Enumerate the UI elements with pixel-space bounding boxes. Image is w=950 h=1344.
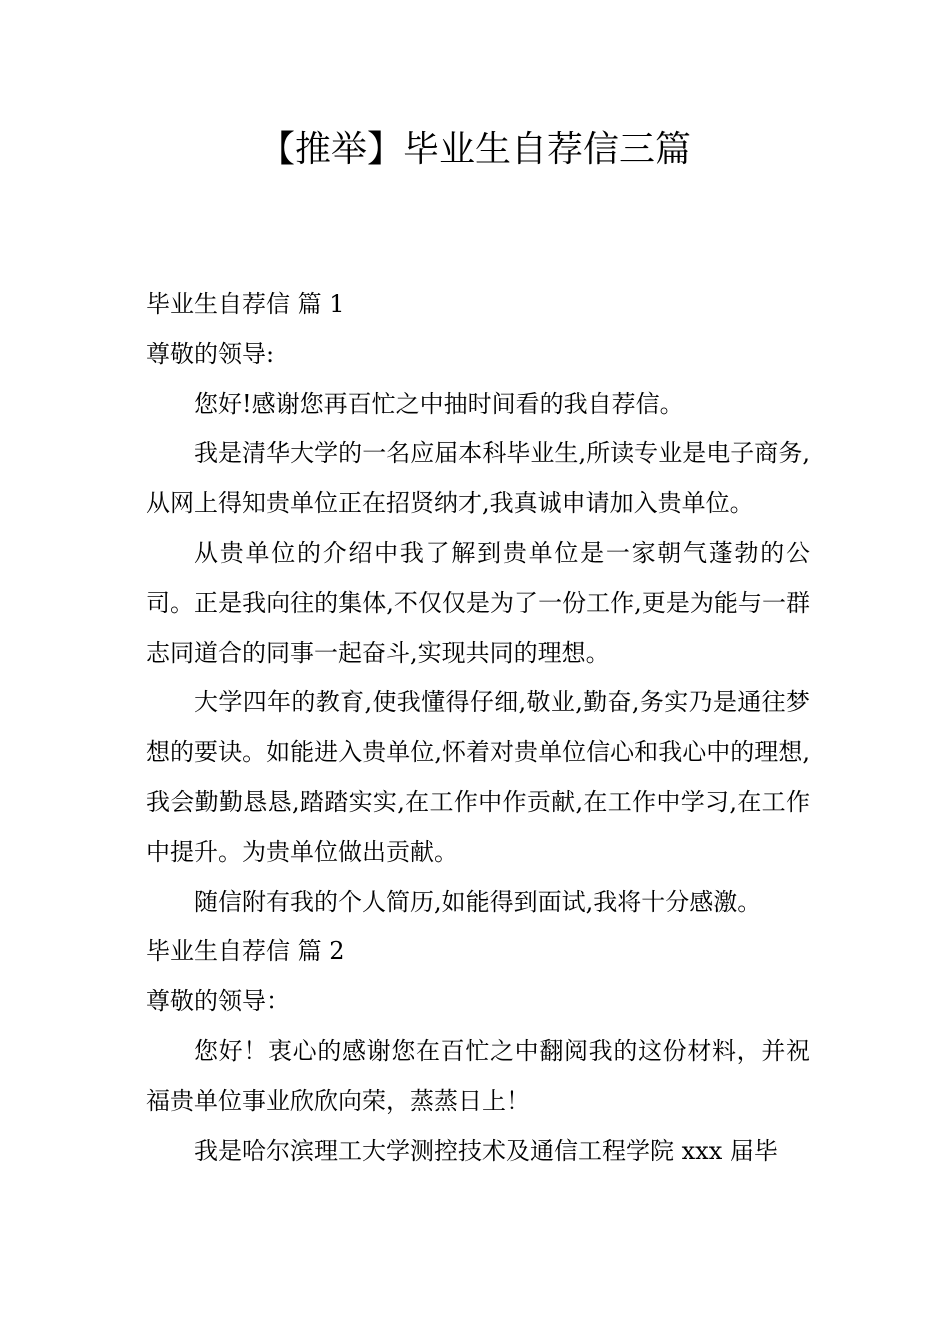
letter-2-paragraph: 我是哈尔滨理工大学测控技术及通信工程学院 xxx 届毕 bbox=[194, 1136, 778, 1165]
letter-1-paragraph: 从贵单位的介绍中我了解到贵单位是一家朝气蓬勃的公司。正是我向往的集体,不仅仅是为了一份工作,更是为能与一群志同道合的同事一起奋斗,实现共同的理想。 bbox=[146, 538, 810, 667]
letter-1-paragraph: 大学四年的教育,使我懂得仔细,敬业,勤奋,务实乃是通往梦想的要诀。如能进入贵单位,怀着对贵单位信心和我心中的理想,我会勤勤恳恳,踏踏实实,在工作中作贡献,在工作中学习,在工作中提升。为贵单位做出贡献。 bbox=[146, 688, 810, 866]
letter-1-paragraph: 随信附有我的个人简历,如能得到面试,我将十分感激。 bbox=[194, 887, 762, 916]
document-title: 【推举】毕业生自荐信三篇 bbox=[258, 129, 691, 170]
letter-1-heading: 毕业生自荐信 篇 1 bbox=[146, 290, 345, 318]
letter-1-paragraph: 我是清华大学的一名应届本科毕业生,所读专业是电子商务,从网上得知贵单位正在招贤纳才,我真诚申请加入贵单位。 bbox=[146, 439, 810, 518]
letter-1-paragraph: 您好!感谢您再百忙之中抽时间看的我自荐信。 bbox=[194, 389, 684, 418]
letter-2-paragraph: 您好！衷心的感谢您在百忙之中翻阅我的这份材料，并祝福贵单位事业欣欣向荣，蒸蒸日上！ bbox=[146, 1036, 810, 1115]
letter-1-salutation: 尊敬的领导: bbox=[146, 339, 275, 368]
letter-2-salutation: 尊敬的领导： bbox=[146, 987, 290, 1016]
document-body bbox=[146, 280, 810, 1176]
letter-2-heading: 毕业生自荐信 篇 2 bbox=[146, 937, 345, 966]
